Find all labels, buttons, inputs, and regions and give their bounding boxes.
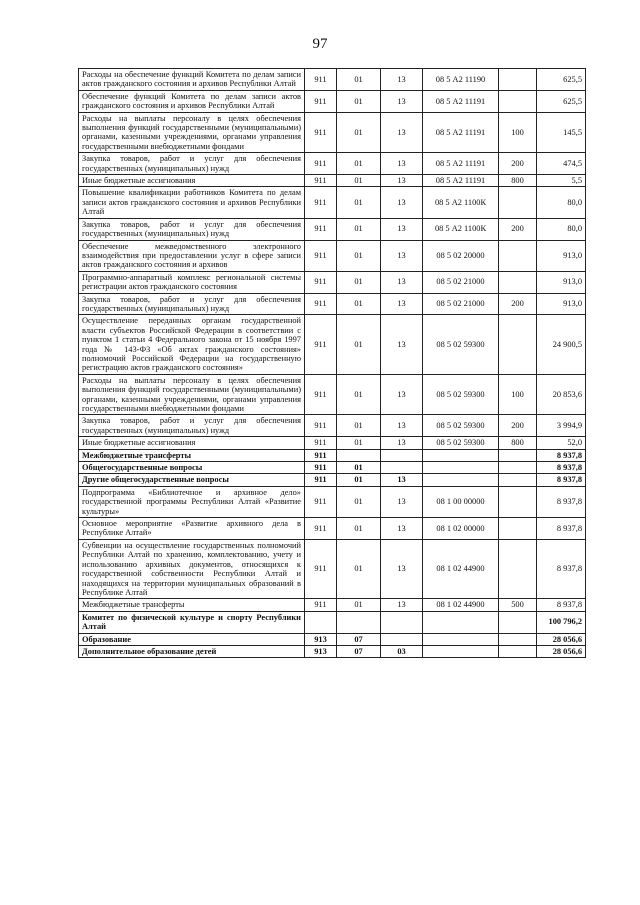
row-section-code: 01 bbox=[337, 415, 381, 437]
table-row bbox=[79, 633, 586, 645]
row-amount: 20 853,6 bbox=[537, 374, 586, 415]
table-row bbox=[79, 112, 586, 153]
row-expense-type: 200 bbox=[499, 153, 537, 175]
row-subsection-code: 13 bbox=[381, 69, 423, 91]
row-target-article: 08 5 02 59300 bbox=[423, 437, 499, 449]
row-name: Расходы на выплаты персоналу в целях обеспечения выполнения функций государственными (муниципальными) органами, казенными учреждениями, органами управления государственными внебюджетными фондами bbox=[79, 374, 305, 415]
table-row bbox=[79, 449, 586, 461]
row-subsection-code: 13 bbox=[381, 293, 423, 315]
table-row bbox=[79, 90, 586, 112]
row-amount: 913,0 bbox=[537, 240, 586, 271]
row-subsection-code: 13 bbox=[381, 175, 423, 187]
row-name: Иные бюджетные ассигнования bbox=[79, 175, 305, 187]
row-target-article: 08 5 02 21000 bbox=[423, 293, 499, 315]
row-section-code: 01 bbox=[337, 474, 381, 486]
row-expense-type bbox=[499, 90, 537, 112]
row-amount: 5,5 bbox=[537, 175, 586, 187]
page-number: 97 bbox=[312, 36, 328, 52]
row-target-article: 08 5 02 59300 bbox=[423, 415, 499, 437]
row-grbs-code: 911 bbox=[305, 437, 337, 449]
row-grbs-code: 911 bbox=[305, 271, 337, 293]
row-name: Закупка товаров, работ и услуг для обеспечения государственных (муниципальных) нужд bbox=[79, 218, 305, 240]
row-name: Обеспечение межведомственного электронного взаимодействия при предоставлении услуг в сфере записи актов гражданского состояния и архивов bbox=[79, 240, 305, 271]
table-row bbox=[79, 293, 586, 315]
row-section-code: 01 bbox=[337, 218, 381, 240]
row-grbs-code: 911 bbox=[305, 112, 337, 153]
row-name: Образование bbox=[79, 633, 305, 645]
row-section-code: 01 bbox=[337, 153, 381, 175]
table-row bbox=[79, 315, 586, 374]
table-row bbox=[79, 539, 586, 598]
row-expense-type bbox=[499, 645, 537, 657]
row-subsection-code: 13 bbox=[381, 518, 423, 540]
row-grbs-code: 911 bbox=[305, 415, 337, 437]
row-subsection-code: 13 bbox=[381, 599, 423, 611]
row-expense-type bbox=[499, 187, 537, 218]
row-expense-type: 100 bbox=[499, 374, 537, 415]
row-name: Межбюджетные трансферты bbox=[79, 599, 305, 611]
row-subsection-code: 13 bbox=[381, 271, 423, 293]
table-row bbox=[79, 69, 586, 91]
table-row bbox=[79, 645, 586, 657]
row-name: Межбюджетные трансферты bbox=[79, 449, 305, 461]
row-amount: 28 056,6 bbox=[537, 633, 586, 645]
row-amount: 913,0 bbox=[537, 271, 586, 293]
row-expense-type bbox=[499, 315, 537, 374]
table-row bbox=[79, 218, 586, 240]
row-name: Другие общегосударственные вопросы bbox=[79, 474, 305, 486]
row-subsection-code: 13 bbox=[381, 474, 423, 486]
row-target-article: 08 5 02 59300 bbox=[423, 374, 499, 415]
row-target-article: 08 5 02 59300 bbox=[423, 315, 499, 374]
row-section-code: 01 bbox=[337, 112, 381, 153]
table-row bbox=[79, 271, 586, 293]
row-subsection-code: 13 bbox=[381, 539, 423, 598]
row-name: Общегосударственные вопросы bbox=[79, 462, 305, 474]
row-name: Подпрограмма «Библиотечное и архивное дело» государственной программы Республики Алтай «Развитие культуры» bbox=[79, 486, 305, 517]
table-row bbox=[79, 187, 586, 218]
row-target-article: 08 5 А2 11191 bbox=[423, 90, 499, 112]
row-target-article: 08 5 А2 11191 bbox=[423, 153, 499, 175]
row-expense-type: 200 bbox=[499, 218, 537, 240]
row-subsection-code: 13 bbox=[381, 218, 423, 240]
table-row bbox=[79, 599, 586, 611]
row-section-code: 01 bbox=[337, 539, 381, 598]
row-amount: 625,5 bbox=[537, 90, 586, 112]
row-amount: 3 994,9 bbox=[537, 415, 586, 437]
row-expense-type: 200 bbox=[499, 415, 537, 437]
table-row bbox=[79, 486, 586, 517]
table-row bbox=[79, 415, 586, 437]
row-name: Повышение квалификации работников Комитета по делам записи актов гражданского состояния и архивов Республики Алтай bbox=[79, 187, 305, 218]
row-amount: 24 900,5 bbox=[537, 315, 586, 374]
row-expense-type bbox=[499, 539, 537, 598]
row-expense-type bbox=[499, 462, 537, 474]
row-expense-type bbox=[499, 611, 537, 633]
table-row bbox=[79, 462, 586, 474]
row-expense-type: 800 bbox=[499, 437, 537, 449]
row-grbs-code: 913 bbox=[305, 645, 337, 657]
table-row bbox=[79, 153, 586, 175]
row-grbs-code: 911 bbox=[305, 175, 337, 187]
row-grbs-code: 911 bbox=[305, 240, 337, 271]
table-row bbox=[79, 611, 586, 633]
row-expense-type bbox=[499, 518, 537, 540]
row-subsection-code: 13 bbox=[381, 90, 423, 112]
row-section-code: 01 bbox=[337, 69, 381, 91]
row-name: Программно-аппаратный комплекс региональной системы регистрации актов гражданского состояния bbox=[79, 271, 305, 293]
row-expense-type: 200 bbox=[499, 293, 537, 315]
row-name: Основное мероприятие «Развитие архивного дела в Республике Алтай» bbox=[79, 518, 305, 540]
row-section-code: 07 bbox=[337, 633, 381, 645]
row-amount: 100 796,2 bbox=[537, 611, 586, 633]
row-name: Расходы на выплаты персоналу в целях обеспечения выполнения функций государственными (муниципальными) органами, казенными учреждениями, органами управления государственными внебюджетными фондами bbox=[79, 112, 305, 153]
row-target-article bbox=[423, 474, 499, 486]
row-target-article bbox=[423, 611, 499, 633]
row-amount: 80,0 bbox=[537, 187, 586, 218]
row-grbs-code: 911 bbox=[305, 539, 337, 598]
row-amount: 474,5 bbox=[537, 153, 586, 175]
row-target-article bbox=[423, 449, 499, 461]
row-section-code: 01 bbox=[337, 374, 381, 415]
row-target-article: 08 1 00 00000 bbox=[423, 486, 499, 517]
row-name: Субвенции на осуществление государственных полномочий Республики Алтай по хранению, комплектованию, учету и использованию архивных документов, относящихся к государственной собственности Республики Алтай и находящихся на территории муниципальных образований в Республике Алтай bbox=[79, 539, 305, 598]
row-name: Закупка товаров, работ и услуг для обеспечения государственных (муниципальных) нужд bbox=[79, 293, 305, 315]
table-row bbox=[79, 374, 586, 415]
row-target-article: 08 5 02 20000 bbox=[423, 240, 499, 271]
row-section-code: 01 bbox=[337, 293, 381, 315]
row-grbs-code: 911 bbox=[305, 218, 337, 240]
row-section-code: 01 bbox=[337, 240, 381, 271]
row-amount: 8 937,8 bbox=[537, 449, 586, 461]
row-expense-type: 100 bbox=[499, 112, 537, 153]
row-amount: 145,5 bbox=[537, 112, 586, 153]
row-subsection-code: 13 bbox=[381, 112, 423, 153]
row-section-code: 01 bbox=[337, 518, 381, 540]
row-grbs-code: 911 bbox=[305, 462, 337, 474]
row-subsection-code: 13 bbox=[381, 315, 423, 374]
row-amount: 8 937,8 bbox=[537, 539, 586, 598]
row-section-code: 01 bbox=[337, 437, 381, 449]
row-target-article bbox=[423, 633, 499, 645]
row-expense-type bbox=[499, 486, 537, 517]
row-subsection-code bbox=[381, 462, 423, 474]
row-grbs-code: 911 bbox=[305, 315, 337, 374]
row-subsection-code: 13 bbox=[381, 153, 423, 175]
row-subsection-code: 13 bbox=[381, 415, 423, 437]
row-target-article: 08 5 А2 11191 bbox=[423, 175, 499, 187]
row-name: Закупка товаров, работ и услуг для обеспечения государственных (муниципальных) нужд bbox=[79, 415, 305, 437]
row-amount: 52,0 bbox=[537, 437, 586, 449]
row-amount: 28 056,6 bbox=[537, 645, 586, 657]
row-section-code: 01 bbox=[337, 315, 381, 374]
row-section-code: 01 bbox=[337, 271, 381, 293]
row-grbs-code: 913 bbox=[305, 633, 337, 645]
row-section-code bbox=[337, 611, 381, 633]
row-grbs-code bbox=[305, 611, 337, 633]
row-subsection-code: 13 bbox=[381, 374, 423, 415]
row-expense-type bbox=[499, 240, 537, 271]
row-amount: 80,0 bbox=[537, 218, 586, 240]
row-grbs-code: 911 bbox=[305, 374, 337, 415]
table-body bbox=[79, 69, 586, 658]
row-subsection-code: 03 bbox=[381, 645, 423, 657]
row-amount: 625,5 bbox=[537, 69, 586, 91]
row-target-article: 08 1 02 44900 bbox=[423, 599, 499, 611]
row-target-article: 08 5 А2 1100К bbox=[423, 187, 499, 218]
row-expense-type bbox=[499, 474, 537, 486]
row-target-article: 08 1 02 44900 bbox=[423, 539, 499, 598]
row-expense-type bbox=[499, 449, 537, 461]
row-subsection-code bbox=[381, 449, 423, 461]
row-expense-type bbox=[499, 271, 537, 293]
row-section-code: 01 bbox=[337, 175, 381, 187]
budget-table bbox=[78, 68, 586, 658]
row-grbs-code: 911 bbox=[305, 69, 337, 91]
row-subsection-code: 13 bbox=[381, 437, 423, 449]
row-section-code: 01 bbox=[337, 187, 381, 218]
row-section-code: 01 bbox=[337, 599, 381, 611]
row-section-code: 01 bbox=[337, 462, 381, 474]
row-name: Закупка товаров, работ и услуг для обеспечения государственных (муниципальных) нужд bbox=[79, 153, 305, 175]
table-row bbox=[79, 474, 586, 486]
row-name: Иные бюджетные ассигнования bbox=[79, 437, 305, 449]
row-grbs-code: 911 bbox=[305, 187, 337, 218]
row-section-code bbox=[337, 449, 381, 461]
table-row bbox=[79, 437, 586, 449]
row-target-article: 08 5 А2 11191 bbox=[423, 112, 499, 153]
row-section-code: 01 bbox=[337, 90, 381, 112]
row-section-code: 07 bbox=[337, 645, 381, 657]
row-target-article: 08 5 А2 11190 bbox=[423, 69, 499, 91]
row-subsection-code: 13 bbox=[381, 240, 423, 271]
row-expense-type bbox=[499, 633, 537, 645]
row-target-article: 08 1 02 00000 bbox=[423, 518, 499, 540]
row-name: Осуществление переданных органам государственной власти субъектов Российской Федерации в соответствии с пунктом 1 статьи 4 Федерального закона от 15 ноября 1997 года № 143-ФЗ «Об актах гражданского состояния» полномочий Российской Федерации на государственную регистрацию актов гражданского состояния» bbox=[79, 315, 305, 374]
row-amount: 8 937,8 bbox=[537, 462, 586, 474]
row-subsection-code: 13 bbox=[381, 187, 423, 218]
row-target-article bbox=[423, 462, 499, 474]
row-amount: 8 937,8 bbox=[537, 474, 586, 486]
row-amount: 8 937,8 bbox=[537, 486, 586, 517]
row-subsection-code: 13 bbox=[381, 486, 423, 517]
row-grbs-code: 911 bbox=[305, 486, 337, 517]
row-expense-type: 500 bbox=[499, 599, 537, 611]
row-grbs-code: 911 bbox=[305, 449, 337, 461]
row-grbs-code: 911 bbox=[305, 518, 337, 540]
row-expense-type: 800 bbox=[499, 175, 537, 187]
row-expense-type bbox=[499, 69, 537, 91]
row-name: Дополнительное образование детей bbox=[79, 645, 305, 657]
row-name: Комитет по физической культуре и спорту Республики Алтай bbox=[79, 611, 305, 633]
row-grbs-code: 911 bbox=[305, 153, 337, 175]
row-target-article: 08 5 А2 1100К bbox=[423, 218, 499, 240]
row-grbs-code: 911 bbox=[305, 599, 337, 611]
row-section-code: 01 bbox=[337, 486, 381, 517]
row-name: Обеспечение функций Комитета по делам записи актов гражданского состояния и архивов Республики Алтай bbox=[79, 90, 305, 112]
row-target-article bbox=[423, 645, 499, 657]
table-row bbox=[79, 175, 586, 187]
row-grbs-code: 911 bbox=[305, 90, 337, 112]
row-subsection-code bbox=[381, 633, 423, 645]
row-name: Расходы на обеспечение функций Комитета по делам записи актов гражданского состояния и архивов Республики Алтай bbox=[79, 69, 305, 91]
row-grbs-code: 911 bbox=[305, 474, 337, 486]
row-subsection-code bbox=[381, 611, 423, 633]
table-row bbox=[79, 518, 586, 540]
row-amount: 913,0 bbox=[537, 293, 586, 315]
row-grbs-code: 911 bbox=[305, 293, 337, 315]
row-target-article: 08 5 02 21000 bbox=[423, 271, 499, 293]
row-amount: 8 937,8 bbox=[537, 599, 586, 611]
table-row bbox=[79, 240, 586, 271]
row-amount: 8 937,8 bbox=[537, 518, 586, 540]
